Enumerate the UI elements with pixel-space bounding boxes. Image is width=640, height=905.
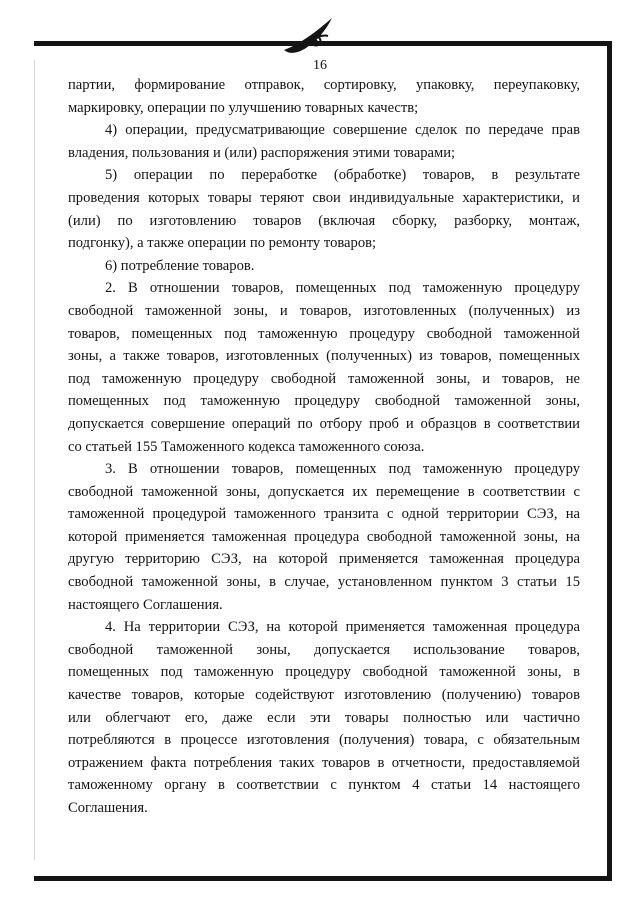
text-line: подгонку), а также операции по ремонту товаров; — [68, 235, 377, 252]
text-line: 3. В отношении товаров, помещенных под таможенную процедуру — [105, 461, 580, 478]
text-line: под таможенную процедуру свободной таможенной зоны, и товаров, не — [68, 370, 580, 387]
text-line: настоящего Соглашения. — [68, 596, 223, 613]
text-line: допускается совершение операций по отбору проб и образцов в соответствии — [68, 415, 580, 432]
text-line: зоны, а также товаров, изготовленных (полученных) из товаров, помещенных — [68, 348, 580, 365]
emblem-logo-icon — [282, 14, 340, 64]
text-line: другую территорию СЭЗ, на которой применяется таможенная процедура — [68, 551, 580, 568]
text-line: качестве товаров, которые содействуют изготовлению (получению) товаров — [68, 687, 580, 704]
page-border-right — [607, 41, 612, 881]
text-line: маркировку, операции по улучшению товарных качеств; — [68, 99, 419, 116]
text-line: которой применяется таможенная процедура свободной таможенной зоны, на — [68, 528, 580, 545]
text-line: помещенных под таможенную процедуру свободной таможенной зоны, — [68, 393, 580, 410]
text-line: отражением факта потребления таких товаров в отчетности, предоставляемой — [68, 754, 580, 771]
text-line: 4) операции, предусматривающие совершение сделок по передаче прав — [105, 122, 580, 139]
text-line: (или) по изготовлению товаров (включая сборку, разборку, монтаж, — [68, 212, 580, 229]
text-line: помещенных под таможенную процедуру свободной таможенной зоны, в — [68, 664, 580, 681]
text-line: свободной таможенной зоны, допускается их перемещение в соответствии с — [68, 483, 580, 500]
text-line: или облегчают его, даже если эти товары полностью или частично — [68, 709, 580, 726]
text-line: 2. В отношении товаров, помещенных под таможенную процедуру — [105, 280, 580, 297]
text-line: таможенному органу в соответствии с пунктом 4 статьи 14 настоящего — [68, 777, 580, 794]
text-line: партии, формирование отправок, сортировку, упаковку, переупаковку, — [68, 77, 580, 93]
page-border-left — [34, 60, 35, 860]
text-line: свободной таможенной зоны, в случае, установленном пунктом 3 статьи 15 — [68, 574, 580, 591]
text-line: свободной таможенной зоны, допускается использование товаров, — [68, 641, 580, 658]
text-line: 5) операции по переработке (обработке) товаров, в результате — [105, 167, 580, 184]
text-line: 4. На территории СЭЗ, на которой применяется таможенная процедура — [105, 619, 580, 636]
text-line: свободной таможенной зоны, и товаров, изготовленных (полученных) из — [68, 302, 580, 319]
text-line: проведения которых товары теряют свои индивидуальные характеристики, и — [68, 189, 580, 206]
text-line: Соглашения. — [68, 800, 148, 816]
document-body — [68, 74, 580, 820]
text-line: 6) потребление товаров. — [105, 257, 255, 274]
page-number: 16 — [313, 58, 327, 73]
text-line: потребляются в процессе изготовления (получения) товара, с обязательным — [68, 732, 580, 749]
page-border-bottom — [34, 876, 612, 881]
text-line: владения, пользования и (или) распоряжения этими товарами; — [68, 144, 456, 161]
text-line: со статьей 155 Таможенного кодекса таможенного союза. — [68, 438, 425, 455]
text-line: таможенной процедурой таможенного транзита с одной территории СЭЗ, на — [68, 506, 580, 523]
text-line: товаров, помещенных под таможенную процедуру свободной таможенной — [68, 325, 580, 342]
